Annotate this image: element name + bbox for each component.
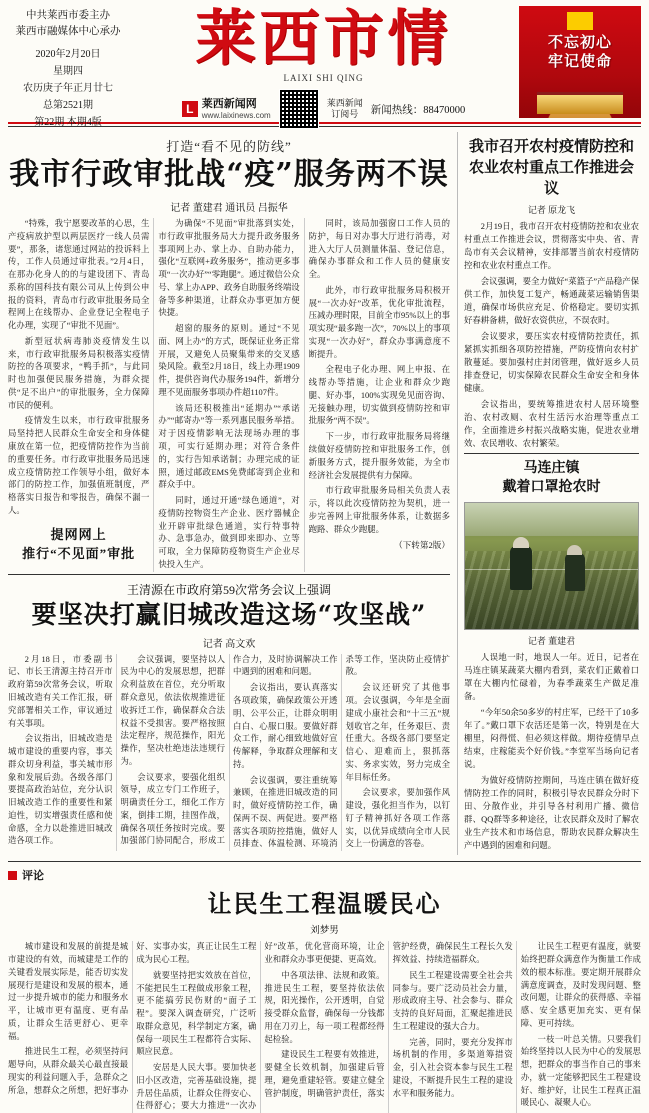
lead-paragraph: 此外，市行政审批服务局积极开展“一次办好”改革，优化审批流程，压减办理时限，目前全市95%以上的事项实现“最多跑一次”，70%以上的事项实现“一次办好”，群众办事满意度不断提升。: [308, 285, 450, 359]
lead-headline: 我市行政审批战“疫”服务两不误: [9, 157, 449, 192]
commentary-paragraph: 一枝一叶总关情。只要我们始终坚持以人民为中心的发展思想，把群众的事当作自己的事来办，就一定能够把民生工程建设好、维护好，让民生工程真正温暖民心、凝聚人心。: [520, 1034, 641, 1108]
masthead-banner: [519, 6, 641, 118]
second-paragraph: 会议指出，要认真落实各项政策，确保政策公开透明、公平公正，让群众明明白白、心服口服。要做好群众工作，耐心细致地做好宣传解释，争取群众理解和支持。: [233, 683, 338, 769]
photo-headline-line1: 马连庄镇: [523, 461, 580, 477]
commentary-paragraph: 建设民生工程要有效推进，要健全长效机制，加强建后管理，避免重建轻管。要建立健全管护制度，明确管护责任，落实管护经费，确保民生工程长久发挥效益、持续造福群众。: [264, 942, 513, 1098]
lead-paragraph: 同时，该局加强窗口工作人员的防护，每日对办事大厅进行消毒，对进入大厅人员测量体温、登记信息，确保办事群众和工作人员的健康安全。: [308, 219, 450, 280]
commentary-marker-icon: [8, 871, 17, 880]
subscription-label: [327, 98, 363, 120]
lead-paragraph: 疫情发生以来，市行政审批服务局坚持把人民群众生命安全和身体健康放在第一位，把疫情防控作为当前的重要任务。市行政审批服务局迅速成立疫情防控工作领导小组，做好本部门的防控工作，加强值班制度，严格落实日报告和零报告，确保不漏一人。: [8, 416, 150, 515]
commentary-paragraph: 就要坚持把实效放在首位，不能把民生工程做成形象工程，更不能搞劳民伤财的“面子工程”。要深入调查研究，广泛听取群众意见，科学制定方案，确保每一项民生工程都符合实际、顺应民意。: [136, 970, 257, 1057]
photo-headline-line2: 戴着口罩抢农时: [502, 480, 601, 496]
lead-continuation-note: （下转第2版）: [394, 540, 450, 551]
issue-total: 总第2521期: [43, 99, 93, 111]
photo-body: [464, 651, 639, 852]
lead-kicker: 打造“看不见的防线”: [166, 139, 292, 154]
second-paragraph: 会议还研究了其他事项。会议强调，今年是全面建成小康社会和“十三五”规划收官之年，任务艰巨、责任重大。各级各部门要坚定信心、迎难而上，狠抓落实、务求实效，努力完成全年目标任务。: [345, 683, 450, 782]
lead-subheading: [8, 524, 149, 562]
lead-subheading-line1: 提网网上: [50, 526, 107, 542]
photo-paragraph: 为做好疫情防控期间，马连庄镇在做好疫情防控工作的同时，积极引导农民群众分时下田、分散作业，并引导各村利用广播、微信群、QQ群等多种途径，让农民群众及时了解农业生产技术和市场信息，帮助农民群众解决生产中遇到的困难和问题。: [464, 776, 639, 851]
second-paragraph: 会议强调，要注重统筹兼顾，在推进旧城改造的同时，做好疫情防控工作，确保两不误、两促进。要严格落实各项防控措施，做好人员排查、体温检测、环境消杀等工作，坚决防止疫情扩散。: [233, 654, 450, 849]
commentary-section: [8, 861, 641, 1113]
lead-body: [8, 218, 450, 572]
lead-paragraph: 下一步，市行政审批服务局将继续做好疫情防控和审批服务工作，创新服务方式，提升服务效能，为全市经济社会发展提供有力保障。: [308, 432, 450, 480]
lead-paragraph: 为确保“不见面”审批落到实处，市行政审批服务局大力提升政务服务事项网上办、掌上办、自助办能力，强化“互联网+政务服务”，推动更多事项“一次办好”“零跑腿”。通过微信公众号、掌上办APP、政务自助服务终端设备等多种渠道，让群众办事更加方便快捷。: [158, 219, 300, 318]
lead-paragraph: 市行政审批服务局相关负责人表示，将以此次疫情防控为契机，进一步完善网上审批服务体系，让数据多跑路、群众少跑腿。: [308, 486, 450, 534]
banner-illustration-base: [537, 92, 623, 114]
website-badge[interactable]: [182, 98, 271, 120]
issue-number: 第22期 本期4版: [34, 116, 102, 128]
newspaper-title: 莱西市情: [195, 4, 452, 74]
commentary-paragraph: 民生工程建设需要全社会共同参与。要广泛动员社会力量，形成政府主导、社会参与、群众支持的良好局面，汇聚起推进民生工程建设的强大合力。: [392, 970, 513, 1031]
right-paragraph: 2月19日，我市召开农村疫情防控和农业农村重点工作推进会议，贯彻落实中央、省、青岛市有关会议精神，安排部署当前农村疫情防控和农业农村重点工作。: [464, 222, 639, 271]
second-paragraph: 会议强调，要坚持以人民为中心的发展思想，把群众利益放在首位，充分听取群众意见，依法依规推进征收拆迁工作，确保群众合法权益不受损害。要严格按照法定程序，规范操作，阳光操作，坚决杜绝违法违规行为。: [120, 654, 225, 766]
lead-paragraph: 超窗的服务的原则。通过“不见面、网上办”的方式，既保证业务正常开展，又避免人员聚集带来的交叉感染风险。截至2月18日，线上办理1909件，提供咨询代办服务194件，新增分理不见面服务事项办件超1107件。: [158, 324, 300, 397]
right-column: [457, 132, 639, 855]
commentary-headline: 让民生工程温暖民心: [207, 889, 442, 919]
commentary-paragraph: 安居是人民大事。要加快老旧小区改造，完善基础设施，提升居住品质，让群众住得安心、住得舒心；要大力推进“一次办好”改革，优化营商环境，让企业和群众办事更便捷、更高效。: [136, 942, 385, 1111]
website-url: www.laixinews.com: [201, 110, 271, 120]
right-paragraph: 会议强调，要全力做好“菜篮子”产品稳产保供工作，加快复工复产，畅通蔬菜运输销售渠道，确保市场供应充足、价格稳定。要切实抓好春耕备耕，做好农资供应，不误农时。: [464, 277, 639, 326]
slogan-line-1: 不忘初心: [547, 33, 612, 51]
photo-article: [464, 460, 639, 852]
commentary-tag-label: 评论: [22, 870, 44, 883]
commentary-paragraph: 完善，同时，要充分发挥市场机制的作用，多渠道筹措资金，引入社会资本参与民生工程建设，不断提升民生工程的建设水平和服务能力。: [392, 1037, 513, 1098]
commentary-paragraph: 城市建设和发展的前提是城市建设的有效，而城建是工作的关键看发展实际是，能否切实发展现行是建设和发展的根本，通过一步提升城市的能力和服务水平，让城市更有温度、更有品质，让群众生活更舒心、更幸福。: [8, 942, 129, 1041]
main-column: [8, 132, 450, 855]
publisher-line-1: 中共莱西市委主办: [26, 10, 110, 21]
lunar-date: 农历庚子年正月廿七: [23, 82, 113, 94]
second-byline: 记者 高文欢: [202, 638, 256, 650]
lead-byline: 记者 董建君 通讯员 吕振华: [170, 203, 288, 214]
right-divider: [464, 453, 639, 454]
right-byline: 记者 原龙飞: [527, 205, 576, 215]
news-hotline: 新闻热线：88470000: [370, 104, 466, 116]
lead-paragraph: 全程电子化办理、网上申报、在线帮办等措施，让企业和群众少跑腿、好办事，100%实现免见面咨询、无接触办理，切实做到疫情防控和审批服务“两不误”。: [308, 365, 450, 426]
masthead-center: [128, 6, 519, 118]
photo-byline: 记者 董建君: [527, 636, 576, 647]
qr-code-icon[interactable]: [279, 89, 319, 129]
photo-image: [464, 502, 639, 630]
lead-subheading-line2: 推行“不见面”审批: [22, 545, 136, 561]
photo-wire: [465, 569, 638, 570]
photo-field-rows: [465, 551, 638, 629]
second-headline: 要坚决打赢旧城改造这场“攻坚战”: [31, 599, 427, 629]
newspaper-title-pinyin: LAIXI SHI QING: [283, 73, 364, 83]
photo-paragraph: “今年50余50多岁的村庄军，已经干了10多年了。”戴口罩下农活还是第一次，特别是在大棚里，闷得慌、但必须这样做。期待疫情早点结束，庄稼能卖个好价钱。”李堂军当场向记者说。: [464, 708, 639, 770]
right-paragraph: 会议指出，要统筹推进农村人居环境整治、农村改厕、农村生活污水治理等重点工作，全面推进乡村振兴战略实施，促进农业增效、农民增收、农村繁荣。: [464, 400, 639, 449]
masthead-left: [8, 6, 128, 128]
lead-paragraph: 新型冠状病毒肺炎疫情发生以来，市行政审批服务局积极落实疫情防控的各项要求，“鸭手抓”，与此同时也加强便民服务措施，为群众提供“足不出户”的审批服务，全力保障市民的便利。: [8, 336, 150, 410]
photo-sky: [465, 503, 638, 536]
commentary-paragraph: 中各项法律、法规和政策。推进民生工程，要坚持依法依规，阳光操作，公开透明，自觉接受群众监督，确保每一分钱都用在刀刃上，每一项工程都经得起检验。: [264, 970, 385, 1044]
right-headline: 我市召开农村疫情防控和农业农村重点工作推进会议: [468, 137, 634, 197]
commentary-body: [8, 941, 641, 1113]
lead-paragraph: “特殊，我宁愿要改革的心思，生产疫病放护型以两层医疗一线人员需要”，那条，诸您通过网站的投诉料上传，工作人员通过审批表。”2月4日，在那办化身人的的与建设团下、青岛系称的国科技有限公司从上传到公申报的资料，青岛市行政审批服务局全程网上在线帮办、企业登记全程电子化办理，实现了“审批不见面”。: [8, 219, 150, 331]
qr-label-line1: 莱西新闻: [326, 98, 363, 109]
second-paragraph: 会议要求，要强化组织领导，成立专门工作班子，明确责任分工，细化工作方案，倒排工期，挂图作战，确保各项任务按时完成。要加强部门协同配合，形成工作合力，及时协调解决工作中遇到的困难和问题。: [120, 654, 338, 846]
second-kicker: 王清源在市政府第59次常务会议上强调: [126, 582, 331, 597]
issue-date: 2020年2月20日: [35, 48, 101, 60]
commentary-paragraph: 让民生工程更有温度，就要始终把群众满意作为衡量工作成效的根本标准。要定期开展群众满意度调查，及时发现问题、整改问题，让群众的获得感、幸福感、安全感更加充实、更有保障、更可持续。: [520, 942, 641, 1028]
photo-farmer-2: [565, 553, 585, 591]
qr-label-line2: 订阅号: [331, 109, 359, 119]
commentary-paragraph: 推进民生工程，必须坚持问题导向，从群众最关心最直接最现实的利益问题入手，急群众之所急，想群众之所想，把好事办好、实事办实，真正让民生工程成为民心工程。: [8, 942, 257, 1095]
second-paragraph: 会议要求，要加强作风建设，强化担当作为，以钉钉子精神抓好各项工作落实，以优异成绩向全市人民交上一份满意的答卷。: [345, 788, 450, 849]
party-emblem-icon: [567, 12, 593, 30]
weekday: 星期四: [53, 65, 83, 77]
commentary-author: 刘梦男: [310, 926, 339, 937]
photo-paragraph: 人误地一时，地误人一年。近日，记者在马连庄镇某蔬菜大棚内看到，菜农们正戴着口罩在大棚内忙碌着，为春季蔬菜生产做足准备。: [464, 653, 639, 702]
slogan-line-2: 牢记使命: [547, 51, 612, 70]
second-article: [8, 581, 450, 851]
website-name: 莱西新闻网: [201, 98, 257, 111]
page-content: [8, 132, 641, 855]
photo-farmer-1: [510, 546, 532, 590]
publisher-line-2: 莱西市融媒体中心承办: [15, 25, 121, 37]
second-body: [8, 654, 450, 851]
right-body: [464, 220, 639, 450]
photo-headline: [464, 460, 639, 498]
section-divider: [8, 574, 450, 575]
lead-paragraph: 同时，通过开通“绿色通道”，对疫情防控物资生产企业、医疗器械企业开辟审批绿色通道，实行特事特办、急事急办，做到即来即办、立等可取，全力保障防疫物资生产企业尽快投入生产。: [158, 496, 300, 569]
commentary-tag: [8, 867, 641, 883]
right-paragraph: 会议要求，要压实农村疫情防控责任，抓紧抓实抓细各项防控措施，严防疫情向农村扩散蔓延。要加强村庄封闭管理，做好返乡人员排查登记，切实保障农民群众生命安全和身体健康。: [464, 332, 639, 394]
lead-article: [8, 136, 450, 572]
right-article: [464, 136, 639, 450]
second-paragraph: 2月18日，市委副书记、市长王清源主持召开市政府第59次常务会议，听取旧城改造有关工作汇报，研究部署相关工作，审议通过有关事项。: [8, 654, 113, 728]
second-paragraph: 会议指出，旧城改造是城市建设的重要内容，事关群众切身利益，事关城市形象和发展后劲。各级各部门要提高政治站位，充分认识旧城改造工作的重要性和紧迫性，切实增强责任感和使命感，全力以赴推进旧城改造各项工作。: [8, 734, 113, 846]
lead-paragraph: 该局还积极推出“延期办”“承诺办”“邮寄办”等一系列惠民服务举措。对于因疫情影响无法现场办理的事项，可实行延期办理；对符合条件的，实行告知承诺制；办理完成的证照，通过邮政EMS免费邮寄到企业和群众手中。: [158, 403, 300, 490]
masthead: [8, 4, 641, 128]
website-logo-icon: L: [182, 101, 198, 117]
